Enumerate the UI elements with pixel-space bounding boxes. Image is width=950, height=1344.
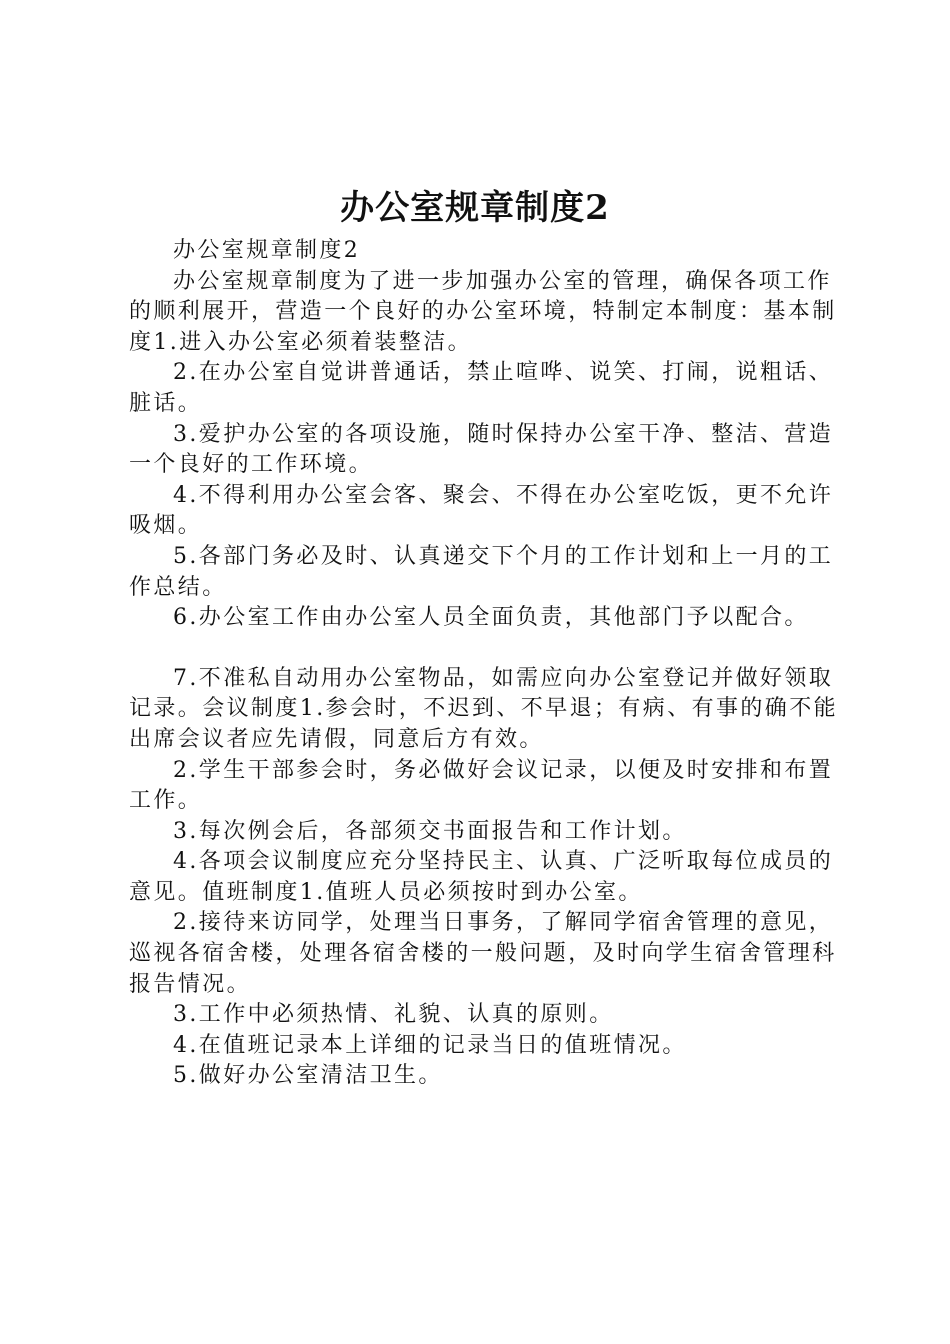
document-body: [129, 236, 841, 1092]
paragraph-basic-rule-4: 4.不得利用办公室会客、聚会、不得在办公室吃饭，更不允许吸烟。: [129, 482, 834, 539]
paragraph-duty-rule-3: 3.工作中必须热情、礼貌、认真的原则。: [173, 1002, 614, 1028]
paragraph-meeting-rule-4: 4.各项会议制度应充分坚持民主、认真、广泛听取每位成员的意见。值班制度1.值班人员必须按时到办公室。: [129, 849, 834, 905]
paragraph-duty-rule-2: 2.接待来访同学，处理当日事务，了解同学宿舍管理的意见，巡视各宿舍楼，处理各宿舍楼的一般问题，及时向学生宿舍管理科报告情况。: [129, 910, 837, 997]
paragraph-meeting-rule-3: 3.每次例会后，各部须交书面报告和工作计划。: [173, 818, 687, 844]
paragraph-duty-rule-5: 5.做好办公室清洁卫生。: [173, 1063, 443, 1089]
paragraph-duty-rule-4: 4.在值班记录本上详细的记录当日的值班情况。: [173, 1032, 687, 1058]
paragraph-basic-rule-5: 5.各部门务必及时、认真递交下个月的工作计划和上一月的工作总结。: [129, 543, 834, 600]
paragraph-subtitle: 办公室规章制度2: [173, 238, 361, 263]
paragraph-spacer: [129, 634, 841, 664]
paragraph-basic-rule-3: 3.爱护办公室的各项设施，随时保持办公室干净、整洁、营造一个良好的工作环境。: [129, 421, 834, 478]
document-title: 办公室规章制度2: [340, 188, 610, 228]
paragraph-basic-rule-6: 6.办公室工作由办公室人员全面负责，其他部门予以配合。: [173, 605, 809, 631]
paragraph-basic-rule-7: 7.不准私自动用办公室物品，如需应向办公室登记并做好领取记录。会议制度1.参会时，不迟到、不早退；有病、有事的确不能出席会议者应先请假，同意后方有效。: [129, 665, 838, 752]
paragraph-meeting-rule-2: 2.学生干部参会时，务必做好会议记录，以便及时安排和布置工作。: [129, 757, 834, 814]
paragraph-intro: 办公室规章制度为了进一步加强办公室的管理，确保各项工作的顺利展开，营造一个良好的办公室环境，特制定本制度：基本制度1.进入办公室必须着装整洁。: [129, 268, 837, 355]
paragraph-basic-rule-2: 2.在办公室自觉讲普通话，禁止喧哗、说笑、打闹，说粗话、脏话。: [129, 360, 834, 416]
